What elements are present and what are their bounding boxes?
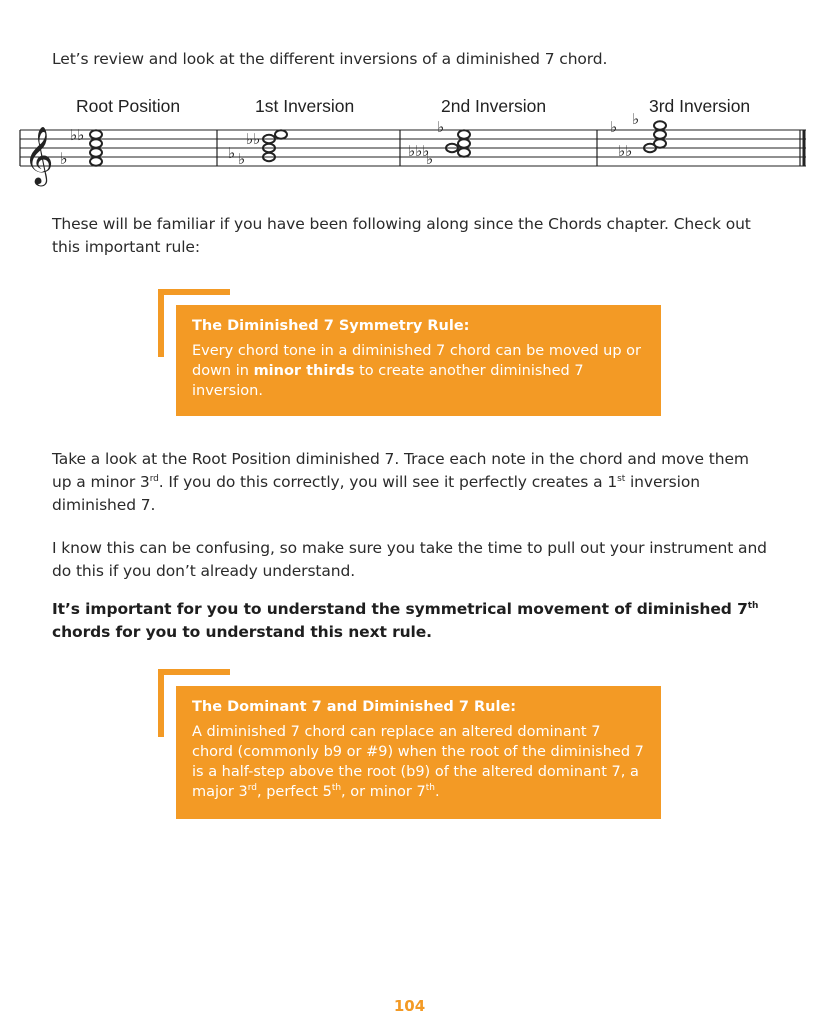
svg-text:♭: ♭ — [228, 144, 236, 162]
svg-text:♭: ♭ — [60, 149, 68, 168]
svg-text:♭♭: ♭♭ — [618, 142, 633, 160]
music-staff-figure — [18, 96, 810, 188]
page-number: 104 — [393, 997, 426, 1015]
callout-bracket-top — [158, 669, 230, 675]
callout-box — [176, 305, 661, 416]
treble-clef-icon: 𝄞 — [24, 126, 54, 184]
callout-title: The Diminished 7 Symmetry Rule: — [192, 318, 470, 334]
chord-root-position — [60, 126, 102, 168]
label-1st-inversion: 1st Inversion — [255, 96, 355, 116]
svg-text:♭♭♭: ♭♭♭ — [408, 142, 430, 160]
callout-title: The Dominant 7 and Diminished 7 Rule: — [192, 699, 517, 715]
trace-paragraph: Take a look at the Root Position diminished 7. Trace each note in the chord and move them up a minor 3rd. If you do this correctly, you will see it perfectly creates a 1st inversion diminished 7. — [52, 450, 749, 514]
callout-box — [176, 686, 661, 819]
callout-text: Every chord tone in a diminished 7 chord can be moved up or down in minor thirds to create another diminished 7 inversion. — [192, 343, 641, 399]
svg-text:♭: ♭ — [632, 110, 640, 128]
chord-3rd-inversion — [610, 110, 666, 160]
svg-text:♭: ♭ — [426, 150, 434, 168]
intro-paragraph: Let’s review and look at the different inversions of a diminished 7 chord. — [52, 50, 608, 68]
chord-2nd-inversion — [408, 118, 470, 168]
staff-notation — [18, 110, 810, 188]
callout-text: A diminished 7 chord can replace an altered dominant 7 chord (commonly b9 or #9) when the root of the diminished 7 is a half-step above the root (b9) of the altered dominant 7, a major 3rd, perfect 5th, or minor 7th. — [192, 724, 644, 800]
svg-text:♭: ♭ — [610, 118, 618, 136]
callout-bracket-side — [158, 289, 164, 357]
label-root-position: Root Position — [76, 96, 181, 116]
label-2nd-inversion: 2nd Inversion — [441, 96, 547, 116]
svg-text:♭: ♭ — [437, 118, 445, 136]
important-paragraph: It’s important for you to understand the symmetrical movement of diminished 7th chords for you to understand this next rule. — [52, 600, 759, 641]
familiar-paragraph: These will be familiar if you have been following along since the Chords chapter. Check out this important rule: — [52, 215, 751, 256]
callout-bracket-top — [158, 289, 230, 295]
svg-text:♭♭: ♭♭ — [70, 126, 85, 144]
symmetry-rule-callout — [158, 289, 661, 419]
label-3rd-inversion: 3rd Inversion — [649, 96, 751, 116]
dominant-rule-callout — [158, 669, 661, 821]
confusing-paragraph: I know this can be confusing, so make sure you take the time to pull out your instrument and do this if you don’t already understand. — [52, 539, 767, 580]
svg-text:♭♭: ♭♭ — [246, 130, 261, 148]
chord-1st-inversion — [228, 130, 287, 168]
callout-bracket-side — [158, 669, 164, 737]
svg-text:♭: ♭ — [238, 150, 246, 168]
